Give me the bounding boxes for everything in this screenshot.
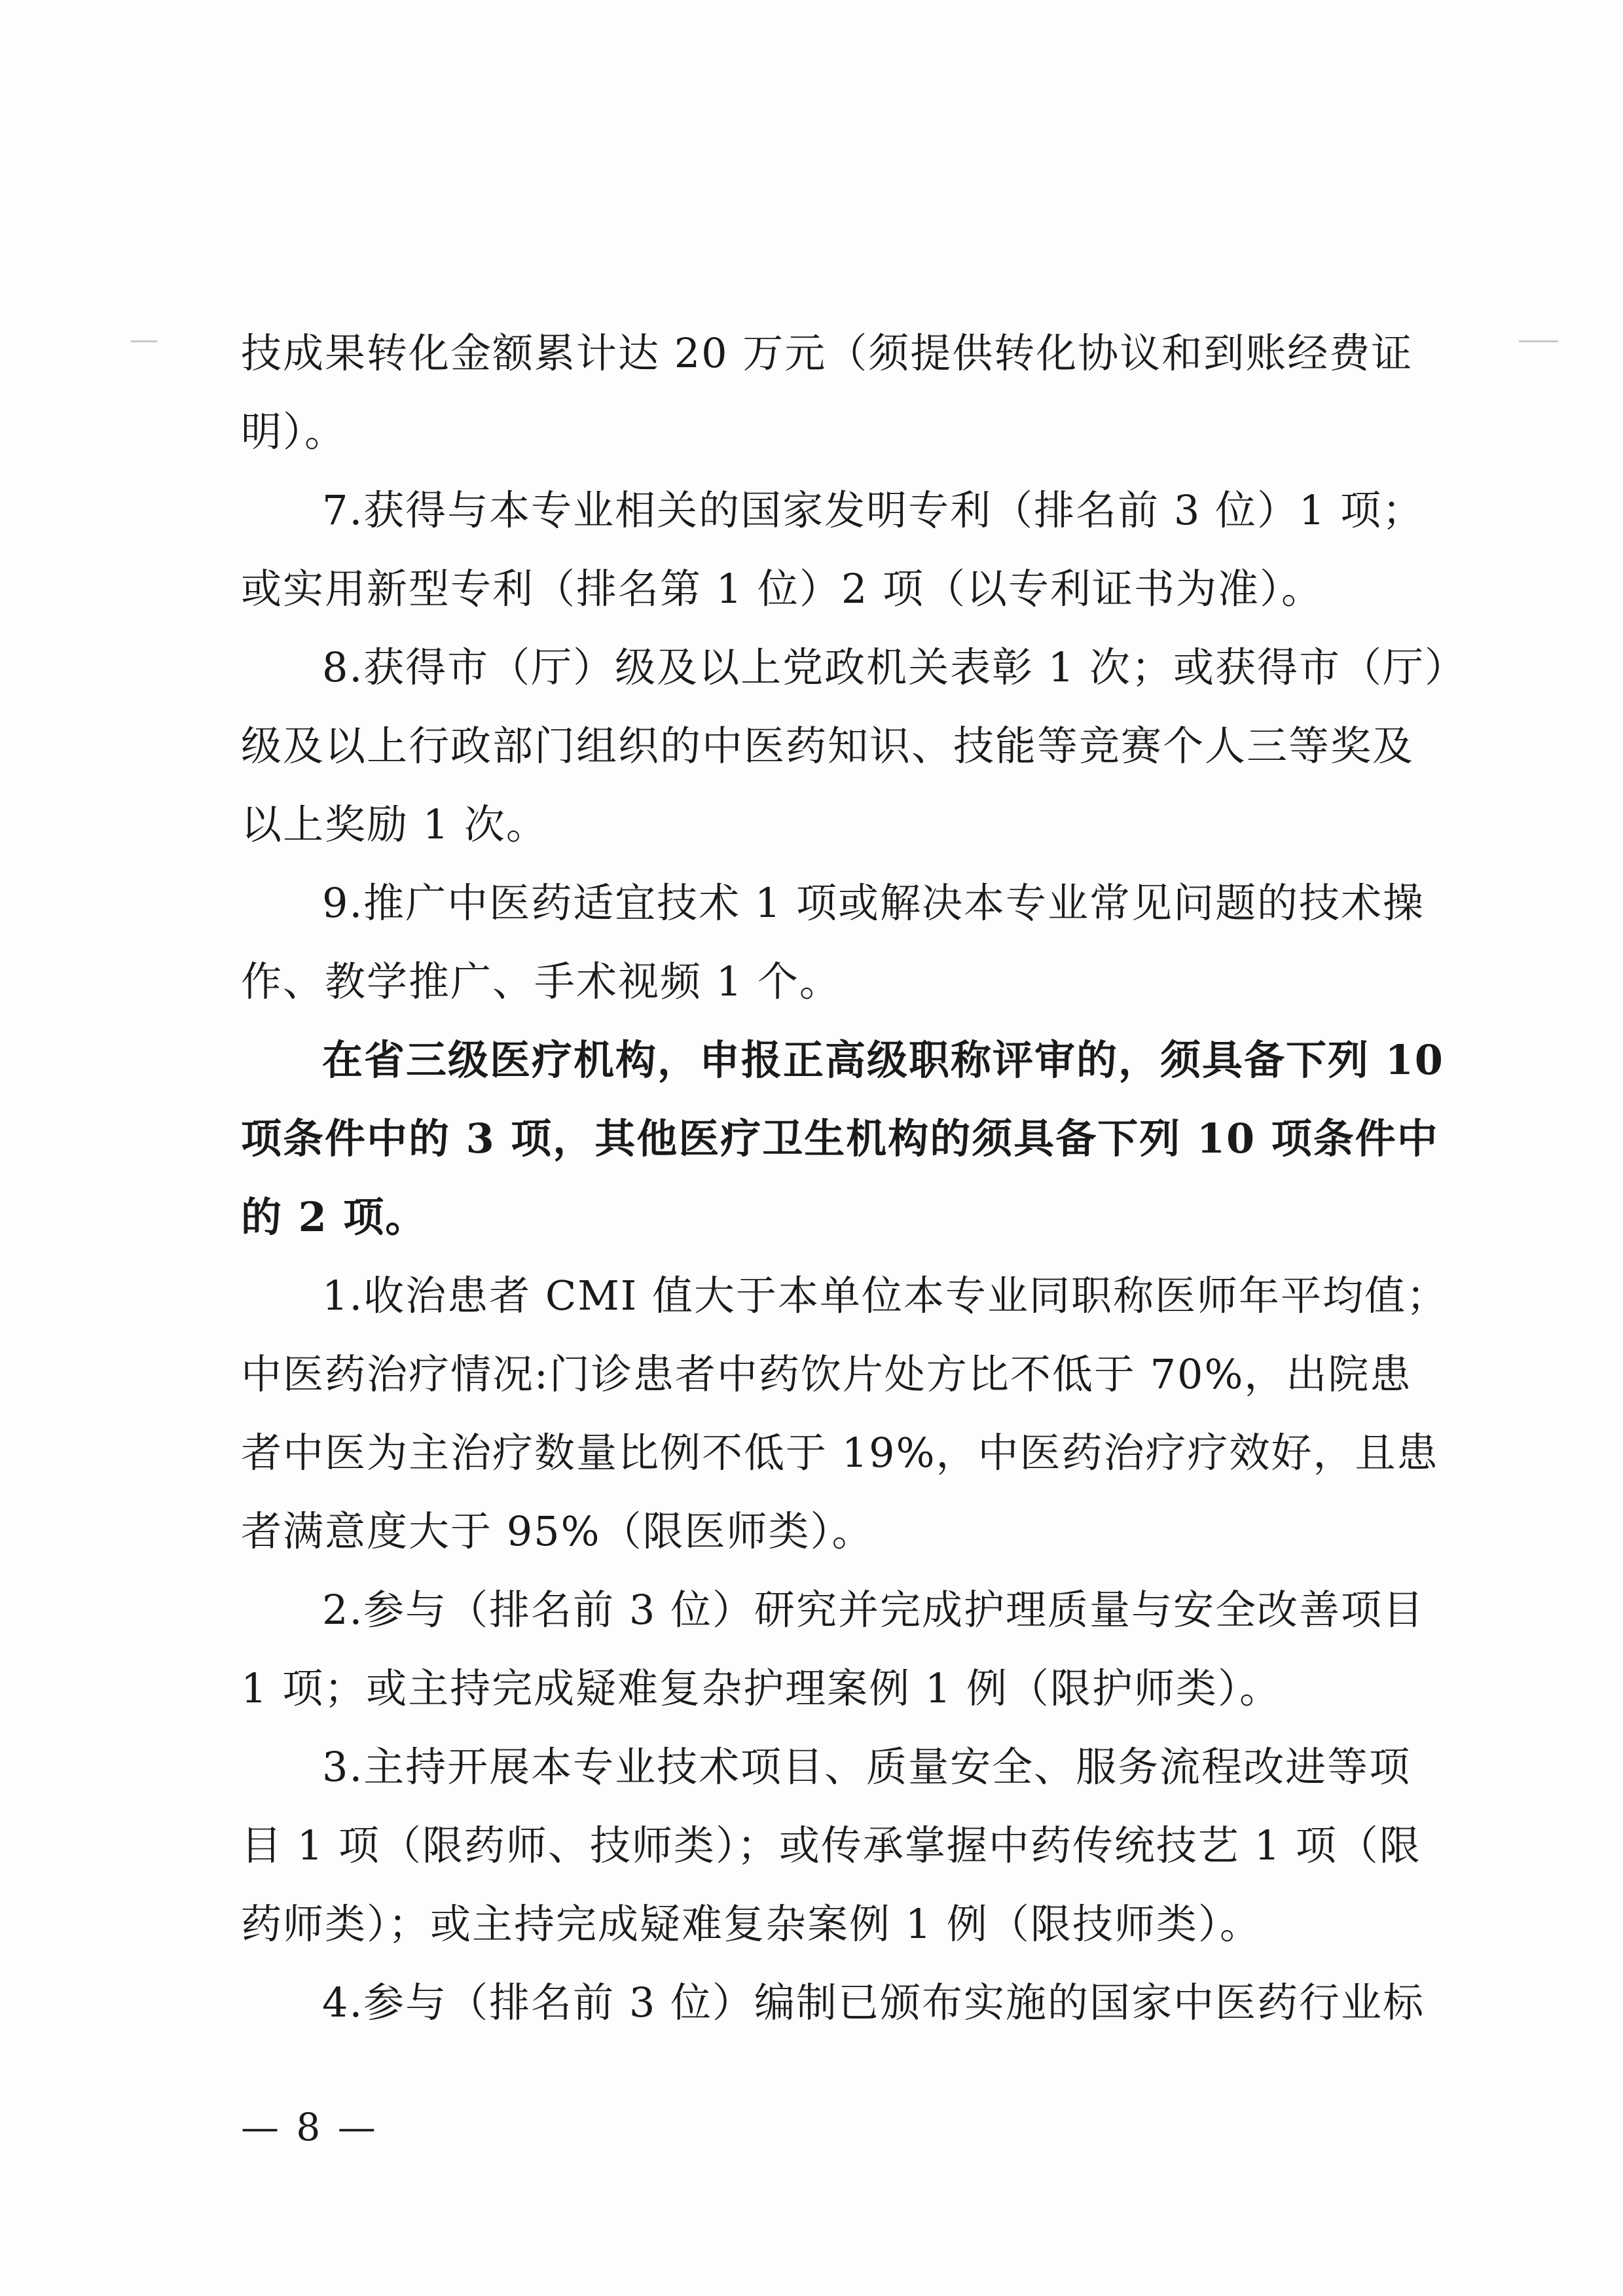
text-line: 者满意度大于 95%（限医师类）。 xyxy=(241,1507,874,1555)
text-line: 或实用新型专利（排名第 1 位）2 项（以专利证书为准）。 xyxy=(241,565,1324,613)
text-line: 技成果转化金额累计达 20 万元（须提供转化协议和到账经费证 xyxy=(241,329,1413,377)
document-body xyxy=(241,314,1467,2042)
text-line: 2.参与（排名前 3 位）研究并完成护理质量与安全改善项目 xyxy=(322,1586,1425,1634)
text-line: 7.获得与本专业相关的国家发明专利（排名前 3 位）1 项； xyxy=(322,486,1425,534)
text-line: 9.推广中医药适宜技术 1 项或解决本专业常见问题的技术操 xyxy=(322,879,1425,927)
text-line: 1 项；或主持完成疑难复杂护理案例 1 例（限护师类）。 xyxy=(241,1664,1282,1712)
text-line: 目 1 项（限药师、技师类）；或传承掌握中药传统技艺 1 项（限 xyxy=(241,1821,1421,1869)
text-line: 作、教学推广、手术视频 1 个。 xyxy=(241,958,841,1005)
page-number: — 8 — xyxy=(241,2105,378,2149)
text-line: 明）。 xyxy=(241,408,347,456)
text-line: 在省三级医疗机构，申报正高级职称评审的，须具备下列 10 xyxy=(322,1036,1444,1084)
text-line: 1.收治患者 CMI 值大于本单位本专业同职称医师年平均值； xyxy=(322,1272,1448,1319)
text-line: 项条件中的 3 项，其他医疗卫生机构的须具备下列 10 项条件中 xyxy=(241,1115,1439,1162)
text-line: 中医药治疗情况:门诊患者中药饮片处方比不低于 70%，出院患 xyxy=(241,1350,1412,1398)
text-line: 以上奖励 1 次。 xyxy=(241,800,548,848)
text-line: 3.主持开展本专业技术项目、质量安全、服务流程改进等项 xyxy=(322,1743,1412,1791)
scan-artifact-left xyxy=(131,340,157,342)
text-line: 级及以上行政部门组织的中医药知识、技能等竞赛个人三等奖及 xyxy=(241,722,1415,770)
text-line: 4.参与（排名前 3 位）编制已颁布实施的国家中医药行业标 xyxy=(322,1979,1425,2026)
text-line: 的 2 项。 xyxy=(241,1193,428,1241)
text-line: 者中医为主治疗数量比例不低于 19%，中医药治疗疗效好，且患 xyxy=(241,1429,1439,1477)
scan-artifact-right xyxy=(1519,340,1558,342)
text-line: 8.获得市（厅）级及以上党政机关表彰 1 次；或获得市（厅） xyxy=(322,643,1467,691)
text-line: 药师类）；或主持完成疑难复杂案例 1 例（限技师类）。 xyxy=(241,1900,1262,1948)
